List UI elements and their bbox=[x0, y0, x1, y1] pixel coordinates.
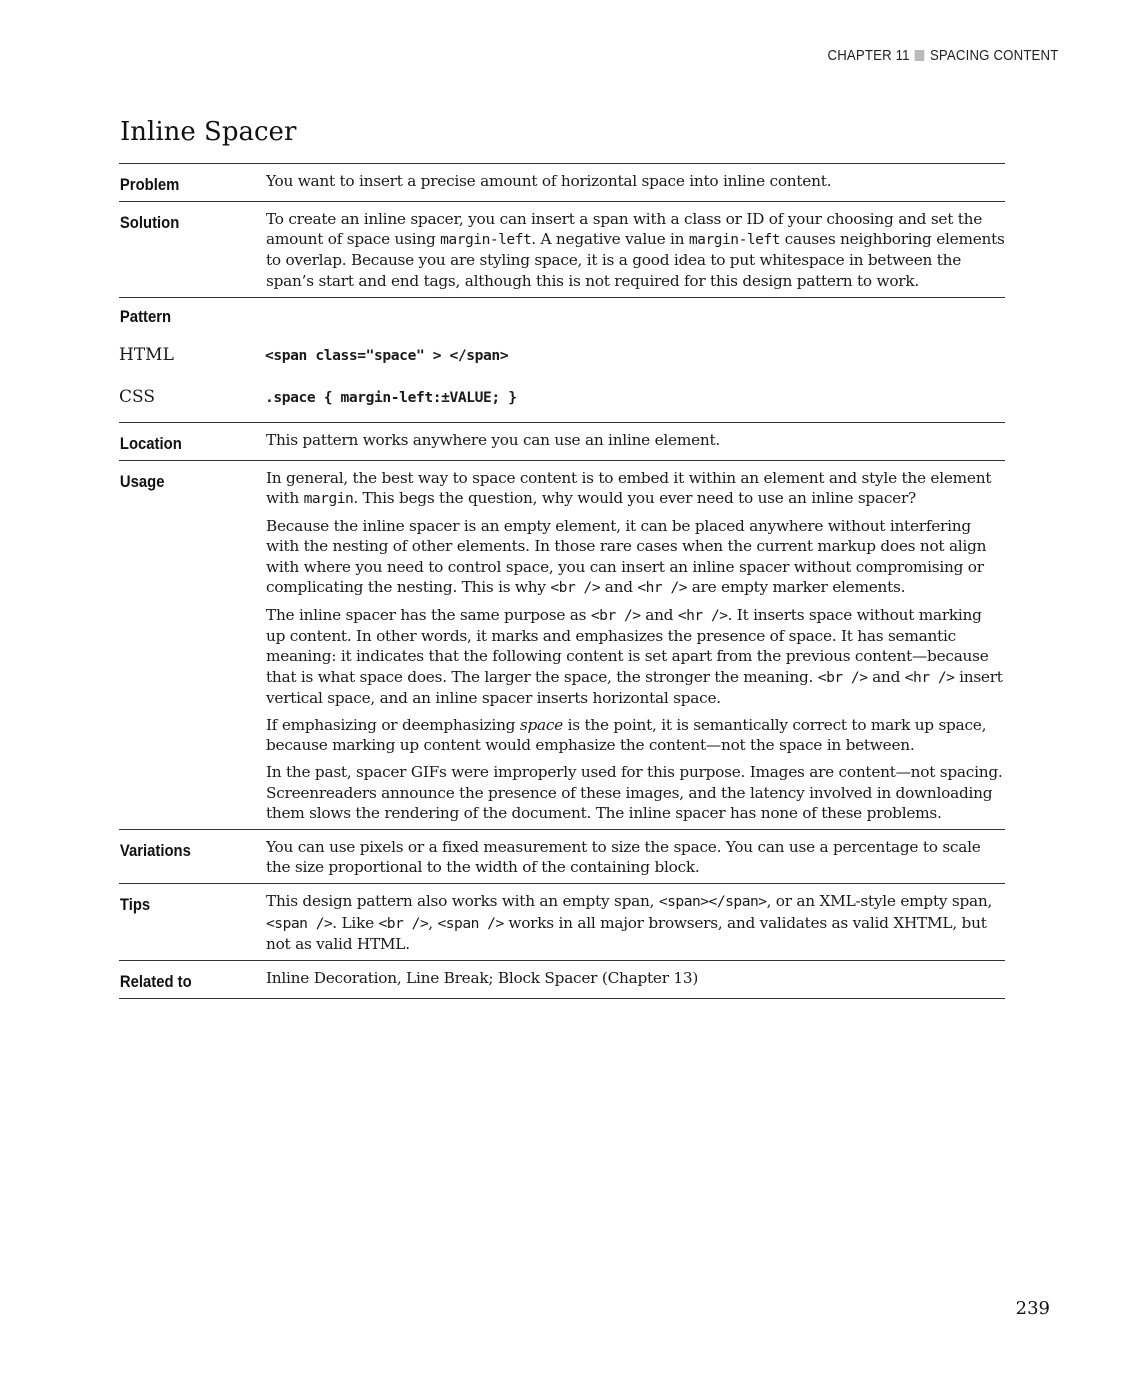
pattern-html-row bbox=[119, 345, 1005, 365]
text-run: insert vertical space, and an inline spacer inserts horizontal space. bbox=[266, 667, 1003, 707]
text-run: To create an inline spacer, you can insert a span with a class or ID of your choosing and set the amount of space using bbox=[266, 210, 983, 249]
code-self-closing-span: <span /> bbox=[266, 914, 333, 932]
solution-label: Solution bbox=[119, 214, 180, 232]
code-hr: <hr /> bbox=[904, 668, 955, 686]
text-run: and bbox=[600, 577, 638, 596]
text-run: . A negative value in bbox=[531, 230, 689, 249]
text-run: . This begs the question, why would you ever need to use an inline spacer? bbox=[353, 489, 916, 508]
html-label: HTML bbox=[119, 344, 174, 365]
pattern-table bbox=[119, 163, 1005, 999]
pattern-row bbox=[119, 298, 1005, 423]
text-run: and bbox=[867, 667, 905, 686]
usage-paragraph bbox=[266, 516, 1005, 598]
location-label: Location bbox=[119, 434, 182, 453]
pattern-css-row bbox=[119, 387, 1005, 407]
text-run: are empty marker elements. bbox=[687, 577, 906, 596]
related-label: Related to bbox=[119, 973, 192, 992]
variations-text: You can use pixels or a fixed measurement to size the space. You can use a percentage to scale the size proportional to the width of the containing block. bbox=[266, 838, 981, 877]
text-run: Because the inline spacer is an empty element, it can be placed anywhere without interfering with the nesting of other elements. In those rare cases when the current markup does not align with where you need to control space, you can insert an inline spacer without compromising or complicating the nesting. This is why bbox=[266, 517, 987, 596]
running-head bbox=[827, 47, 1058, 64]
variations-row bbox=[119, 830, 1005, 884]
code-self-closing-span: <span /> bbox=[437, 914, 504, 932]
usage-row bbox=[119, 461, 1005, 830]
solution-row bbox=[119, 202, 1005, 298]
html-code: <span class="space" > </span> bbox=[265, 346, 509, 364]
location-text: This pattern works anywhere you can use an inline element. bbox=[266, 430, 721, 449]
text-run: works in all major browsers, and validates as valid XHTML, but not as valid HTML. bbox=[266, 913, 987, 953]
css-code: .space { margin-left:±VALUE; } bbox=[265, 388, 517, 406]
running-head-section: SPACING CONTENT bbox=[929, 47, 1058, 64]
emphasis-space: space bbox=[519, 716, 563, 735]
text-run: This design pattern also works with an empty span, bbox=[266, 892, 659, 911]
tips-row bbox=[119, 884, 1005, 961]
page-number: 239 bbox=[1015, 1298, 1050, 1319]
text-run: , or an XML-style empty span, bbox=[766, 892, 993, 911]
code-hr: <hr /> bbox=[637, 578, 688, 596]
code-br: <br /> bbox=[550, 578, 601, 596]
code-margin-left: margin-left bbox=[440, 231, 532, 249]
usage-paragraph bbox=[266, 605, 1005, 708]
code-empty-span: <span></span> bbox=[658, 893, 767, 911]
page-title: Inline Spacer bbox=[120, 117, 297, 147]
text-run: and bbox=[640, 606, 678, 625]
location-row bbox=[119, 423, 1005, 461]
problem-label: Problem bbox=[119, 176, 180, 194]
usage-paragraph bbox=[266, 762, 1005, 823]
tips-text bbox=[266, 891, 1005, 954]
variations-label: Variations bbox=[119, 842, 191, 861]
code-margin: margin bbox=[303, 490, 354, 508]
related-row bbox=[119, 961, 1005, 999]
tips-label: Tips bbox=[119, 896, 151, 915]
text-run: . Like bbox=[332, 913, 379, 932]
usage-label: Usage bbox=[119, 472, 165, 491]
text-run: In the past, spacer GIFs were improperly used for this purpose. Images are content—not spacing. Screenreaders announce the presence of these images, and the latency involved in downloading them slows the rendering of the document. The inline spacer has none of these problems. bbox=[266, 763, 1003, 822]
text-run: causes neighboring elements to overlap. Because you are styling space, it is a good idea to put whitespace in between the span’s start and end tags, although this is not required for this design pattern to work. bbox=[266, 230, 1005, 290]
code-hr: <hr /> bbox=[677, 607, 728, 625]
code-margin-left: margin-left bbox=[688, 231, 781, 249]
css-label: CSS bbox=[119, 386, 156, 407]
text-run: . It inserts space without marking up content. In other words, it marks and emphasizes the presence of space. It has semantic meaning: it indicates that the following content is set apart from the previous content—because that is what space does. The larger the space, the stronger the meaning. bbox=[266, 606, 989, 686]
square-separator-icon bbox=[914, 50, 924, 61]
problem-text: You want to insert a precise amount of horizontal space into inline content. bbox=[266, 172, 832, 190]
running-head-chapter: CHAPTER 11 bbox=[827, 47, 910, 64]
usage-paragraph bbox=[266, 468, 1005, 509]
text-run: , bbox=[428, 913, 438, 932]
solution-text bbox=[266, 209, 1005, 291]
usage-text bbox=[266, 468, 1005, 823]
related-text: Inline Decoration, Line Break; Block Spacer (Chapter 13) bbox=[266, 969, 699, 988]
text-run: If emphasizing or deemphasizing bbox=[266, 716, 520, 735]
text-run: is the point, it is semantically correct to mark up space, because marking up content would emphasize the content—not the space in between. bbox=[266, 716, 987, 755]
pattern-label: Pattern bbox=[119, 307, 172, 326]
usage-paragraph bbox=[266, 715, 1005, 755]
code-br: <br /> bbox=[590, 607, 641, 625]
text-run: In general, the best way to space content is to embed it within an element and style the element with bbox=[266, 468, 992, 508]
text-run: The inline spacer has the same purpose as bbox=[266, 606, 591, 625]
code-br: <br /> bbox=[817, 668, 868, 686]
code-br: <br /> bbox=[378, 914, 429, 932]
problem-row bbox=[119, 164, 1005, 202]
